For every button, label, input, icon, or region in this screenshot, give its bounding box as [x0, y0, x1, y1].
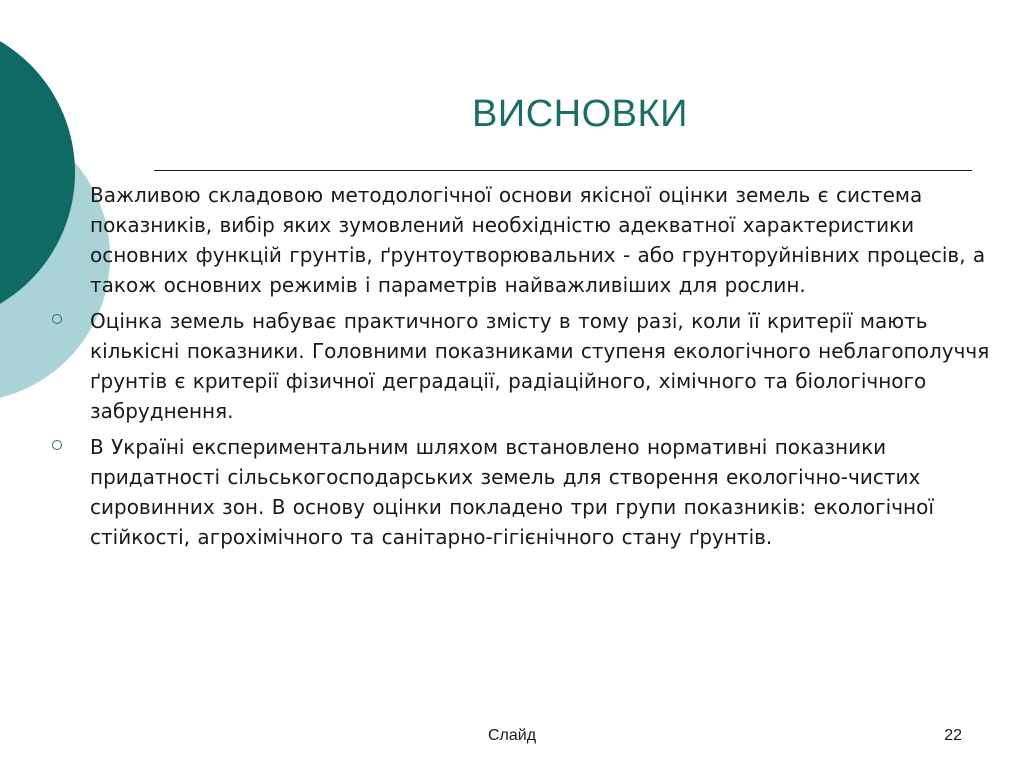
bullet-circle-icon [52, 440, 62, 450]
slide-title: ВИСНОВКИ [472, 93, 688, 135]
slide-number: 22 [944, 727, 962, 744]
paragraph-1-text: Важливою складовою методологічної основи якісної оцінки земель є система показників, вибір яких зумовлений необхідністю адекватної характеристики основних функцій грунтів, ґрунтоутворювальних - або грунторуйнівних процесів, а також основних режимів і параметрів найважливіших для рослин. [90, 183, 986, 297]
bullet-circle-icon [52, 314, 62, 324]
paragraph-1 [50, 180, 1012, 300]
paragraph-2 [50, 306, 1012, 426]
paragraph-2-text: Оцінка земель набуває практичного змісту в тому разі, коли її критерії мають кількісні показники. Головними показниками ступеня екологічного неблагополуччя ґрунтів є критерії фізичної деградації, радіаційного, хімічного та біологічного забруднення. [90, 309, 990, 423]
paragraph-3-text: В Україні експериментальним шляхом встановлено нормативні показники придатності сільськогосподарських земель для створення екологічно-чистих сировинних зон. В основу оцінки покладено три групи показників: екологічної стійкості, агрохімічного та санітарно-гігієнічного стану ґрунтів. [90, 435, 934, 549]
slide-body [50, 180, 1012, 558]
paragraph-3 [50, 432, 1012, 552]
footer-label: Слайд [487, 727, 537, 744]
title-divider [154, 170, 972, 171]
